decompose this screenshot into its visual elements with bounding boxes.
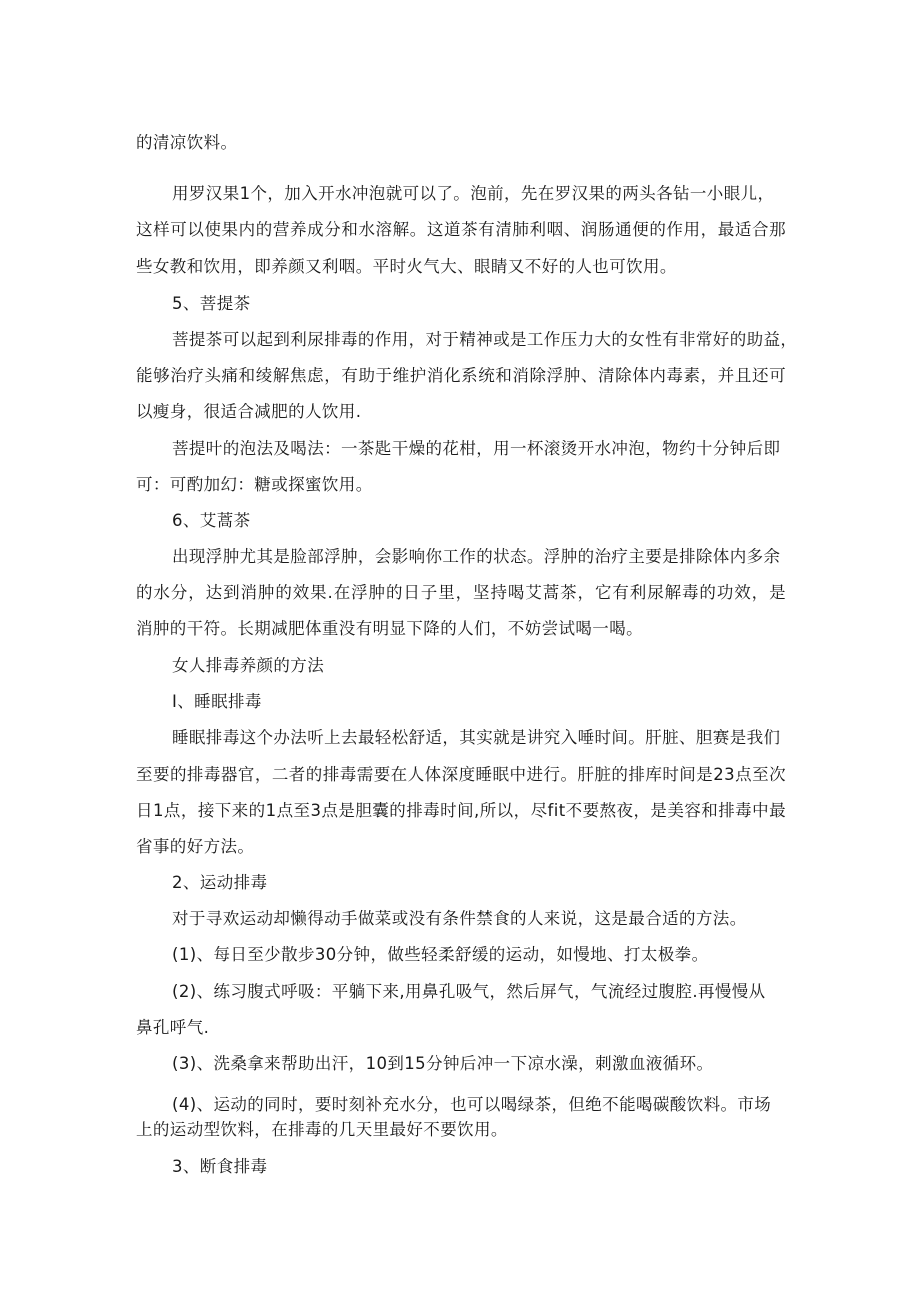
paragraph-line: 消肿的干符。长期减肥体重没有明显下降的人们，不妨尝试喝一喝。 [136,619,643,638]
list-item: (4)、运动的同时，要时刻补充水分，也可以喝绿茶，但绝不能喝碳酸饮料。市场 [172,1095,772,1114]
paragraph-line: 日1点，接下来的1点至3点是胆囊的排毒时间,所以，尽fit不要熬夜，是美容和排毒中最 [136,801,786,820]
text-line: 的清凉饮料。 [136,133,238,152]
paragraph-line: 菩提茶可以起到利尿排毒的作用，对于精神或是工作压力大的女性有非常好的助益， [172,330,798,349]
section-heading: 6、艾蒿茶 [172,511,251,530]
paragraph-line: 些女教和饮用，即养颜又利咽。平时火气大、眼睛又不好的人也可饮用。 [136,257,677,276]
paragraph-line: 出现浮肿尤其是脸部浮肿，会影响你工作的状态。浮肿的治疗主要是排除体内多余 [172,547,781,566]
section-heading: 5、菩提茶 [172,294,251,313]
section-heading: I、睡眠排毒 [172,692,262,711]
paragraph-line: 能够治疗头痛和绫解焦虑，有助于维护消化系统和消除浮肿、清除体内毒素，并且还可 [136,366,786,385]
list-item: (1)、每日至少散步30分钟，做些轻柔舒缓的运动，如慢地、打太极拳。 [172,945,709,964]
section-heading: 3、断食排毒 [172,1157,268,1176]
paragraph-line: 以瘦身，很适合减肥的人饮用. [136,402,362,421]
list-item: (3)、洗桑拿来帮助出汗，10到15分钟后冲一下凉水澡，刺激血液循环。 [172,1054,714,1073]
paragraph-line: 可：可酌加幻：糖或探蜜饮用。 [136,475,373,494]
paragraph-line: 鼻孔呼气. [136,1018,210,1037]
paragraph-line: 省事的好方法。 [136,837,255,856]
paragraph-line: 这样可以使果内的营养成分和水溶解。这道茶有清肺利咽、润肠通便的作用，最适合那 [136,220,786,239]
paragraph-line: 睡眠排毒这个办法听上去最轻松舒适，其实就是讲究入唾时间。肝脏、胆赛是我们 [172,728,781,747]
paragraph-line: 用罗汉果1个，加入开水冲泡就可以了。泡前，先在罗汉果的两头各钻一小眼儿， [172,184,775,203]
section-heading: 2、运动排毒 [172,873,268,892]
list-item: (2)、练习腹式呼吸：平躺下来,用鼻孔吸气，然后屏气，气流经过腹腔.再慢慢从 [172,982,766,1001]
paragraph-line: 的水分，达到消肿的效果.在浮肿的日子里，坚持喝艾蒿茶，它有利尿解毒的功效，是 [136,583,786,602]
paragraph-line: 对于寻欢运动却懒得动手做菜或没有条件禁食的人来说，这是最合适的方法。 [172,909,747,928]
paragraph-line: 上的运动型饮料，在排毒的几天里最好不要饮用。 [136,1120,508,1139]
paragraph-line: 至要的排毒器官，二者的排毒需要在人体深度睡眠中进行。肝脏的排库时间是23点至次 [136,765,786,784]
paragraph-line: 菩提叶的泡法及喝法：一茶匙干燥的花柑，用一杯滚烫开水冲泡，物约十分钟后即 [172,439,781,458]
section-heading: 女人排毒养颜的方法 [172,656,325,675]
